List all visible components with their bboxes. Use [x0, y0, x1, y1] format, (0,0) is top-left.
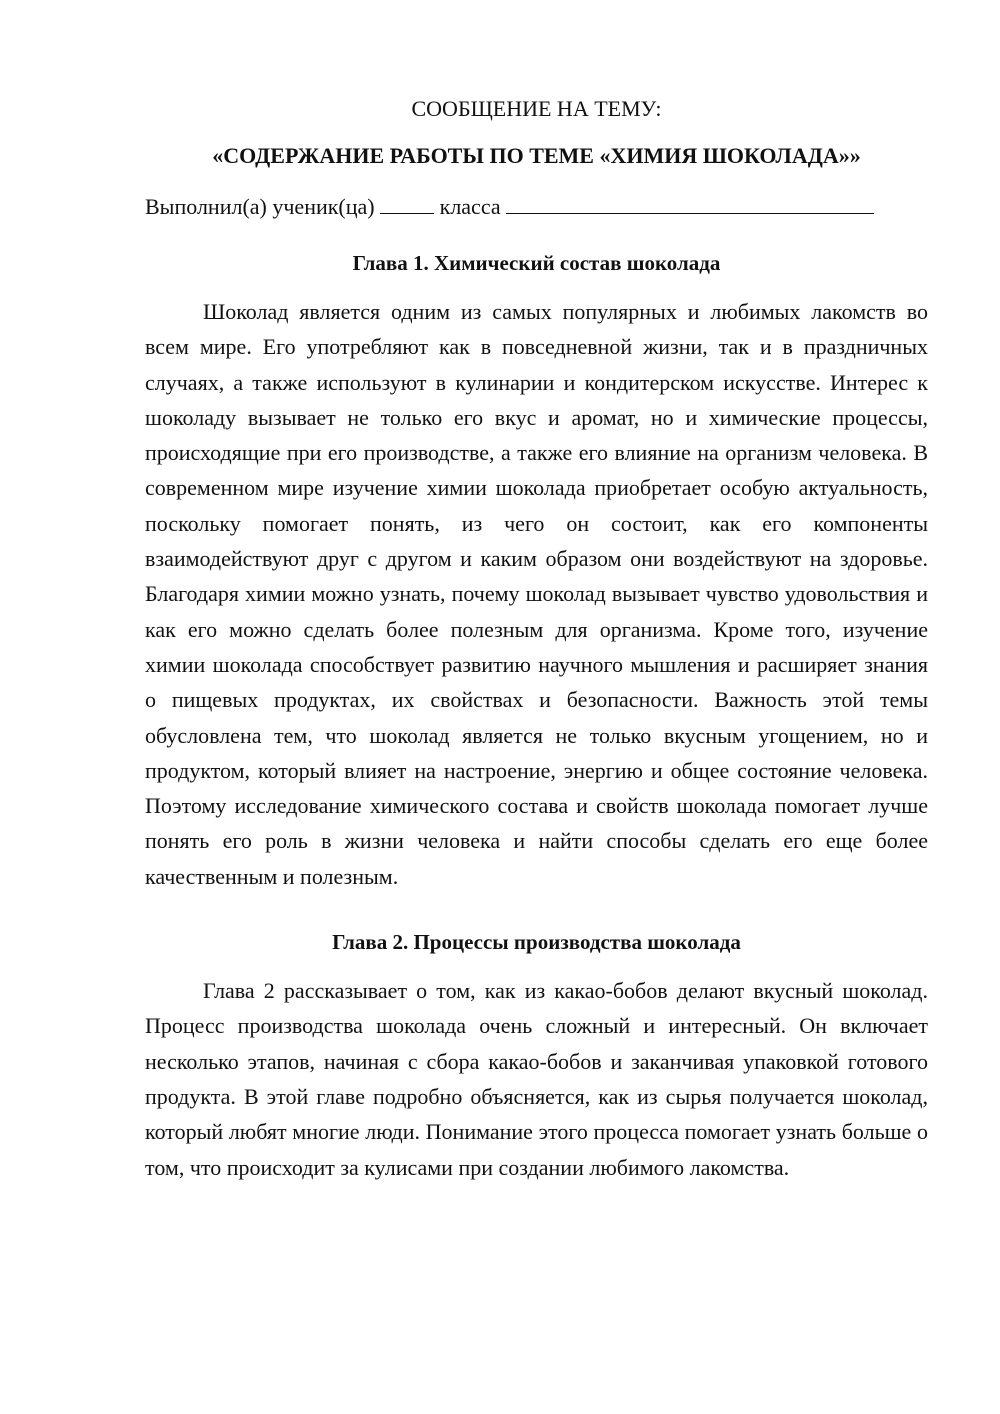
- document-title: «СОДЕРЖАНИЕ РАБОТЫ ПО ТЕМЕ «ХИМИЯ ШОКОЛАДА»»: [212, 143, 861, 168]
- chapter-2-text: Глава 2 рассказывает о том, как из какао-бобов делают вкусный шоколад. Процесс производства шоколада очень сложный и интересный. Он включает несколько этапов, начиная с сбора какао-бобов и заканчивая упаковкой готового продукта. В этой главе подробно объясняется, как из сырья получается шоколад, который любят многие люди. Понимание этого процесса помогает узнать больше о том, что происходит за кулисами при создании любимого лакомства.: [145, 978, 928, 1180]
- chapter-1-title: Глава 1. Химический состав шоколада: [352, 251, 721, 275]
- author-line: [145, 190, 928, 224]
- chapter-1-text: Шоколад является одним из самых популярных и любимых лакомств во всем мире. Его употребляют как в повседневной жизни, так и в праздничных случаях, а также используют в кулинарии и кондитерском искусстве. Интерес к шоколаду вызывает не только его вкус и аромат, но и химические процессы, происходящие при его производстве, а также его влияние на организм человека. В современном мире изучение химии шоколада приобретает особую актуальность, поскольку помогает понять, из чего он состоит, как его компоненты взаимодействуют друг с другом и каким образом они воздействуют на здоровье. Благодаря химии можно узнать, почему шоколад вызывает чувство удовольствия и как его можно сделать более полезным для организма. Кроме того, изучение химии шоколада способствует развитию научного мышления и расширяет знания о пищевых продуктах, их свойствах и безопасности. Важность этой темы обусловлена тем, что шоколад является не только вкусным угощением, но и продуктом, который влияет на настроение, энергию и общее состояние человека. Поэтому исследование химического состава и свойств шоколада помогает лучше понять его роль в жизни человека и найти способы сделать его еще более качественным и полезным.: [145, 299, 928, 889]
- grade-blank-field: [380, 191, 434, 214]
- author-class-label: класса: [439, 194, 501, 219]
- author-prefix: Выполнил(а) ученик(ца): [145, 194, 375, 219]
- chapter-2-title: Глава 2. Процессы производства шоколада: [332, 930, 741, 955]
- document-page: [145, 92, 928, 1185]
- document-heading: СООБЩЕНИЕ НА ТЕМУ:: [411, 96, 662, 121]
- name-blank-field: [506, 191, 874, 214]
